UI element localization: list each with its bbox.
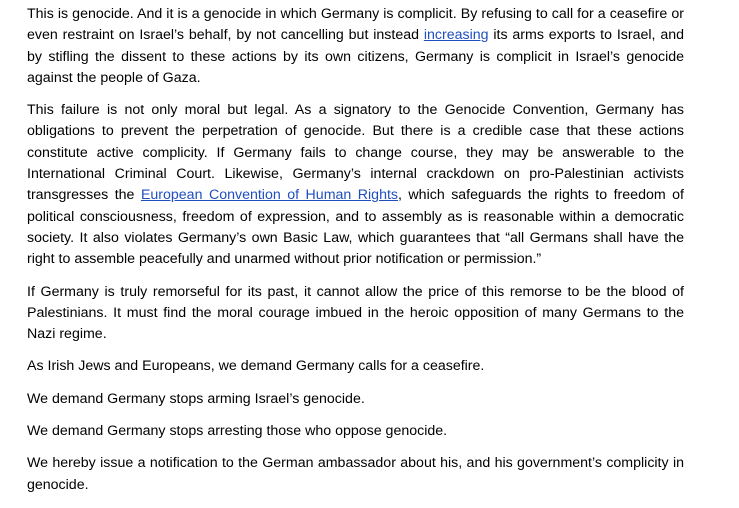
paragraph-text: its arms exports to Israel, and by stifling the dissent to these actions by its own citizens, Germany is complicit in Israel’s genocide against the people of Gaza. <box>27 27 684 86</box>
paragraph-demand-stop-arresting: We demand Germany stops arresting those who oppose genocide. <box>27 423 448 440</box>
paragraph-text: , which safeguards the rights to freedom of political consciousness, freedom of expression, and to assembly as is reasonable within a democratic society. It also violates Germany’s own Basic Law, which guarantees that “all Germans shall have the right to assemble peacefully and unarmed without prior notification or permission.” <box>27 187 684 268</box>
paragraph-legal-failure <box>27 100 684 270</box>
paragraph-remorse: If Germany is truly remorseful for its past, it cannot allow the price of this remorse to be the blood of Palestinians. It must find the moral courage imbued in the heroic opposition of many Germans to the Nazi regime. <box>27 283 684 343</box>
paragraph-text: This failure is not only moral but legal. As a signatory to the Genocide Convention, Germany has obligations to prevent the perpetration of genocide. But there is a credible case that these actions constitute active complicity. If Germany fails to change course, they may be answerable to the International Criminal Court. Likewise, Germany’s internal crackdown on pro-Palestinian activists transgresses the <box>27 102 684 204</box>
document-body <box>27 4 684 507</box>
paragraph-demand-stop-arming: We demand Germany stops arming Israel’s genocide. <box>27 390 365 407</box>
paragraph-demand-ceasefire: As Irish Jews and Europeans, we demand Germany calls for a ceasefire. <box>27 358 485 375</box>
european-convention-link[interactable]: European Convention of Human Rights <box>140 187 398 204</box>
paragraph-notification: We hereby issue a notification to the German ambassador about his, and his government’s complicity in genocide. <box>27 455 684 493</box>
paragraph-genocide-complicity <box>27 4 684 89</box>
paragraph-text: This is genocide. And it is a genocide in which Germany is complicit. By refusing to call for a ceasefire or even restraint on Israel’s behalf, by not cancelling but instead <box>27 6 684 44</box>
increasing-link[interactable]: increasing <box>423 27 489 44</box>
